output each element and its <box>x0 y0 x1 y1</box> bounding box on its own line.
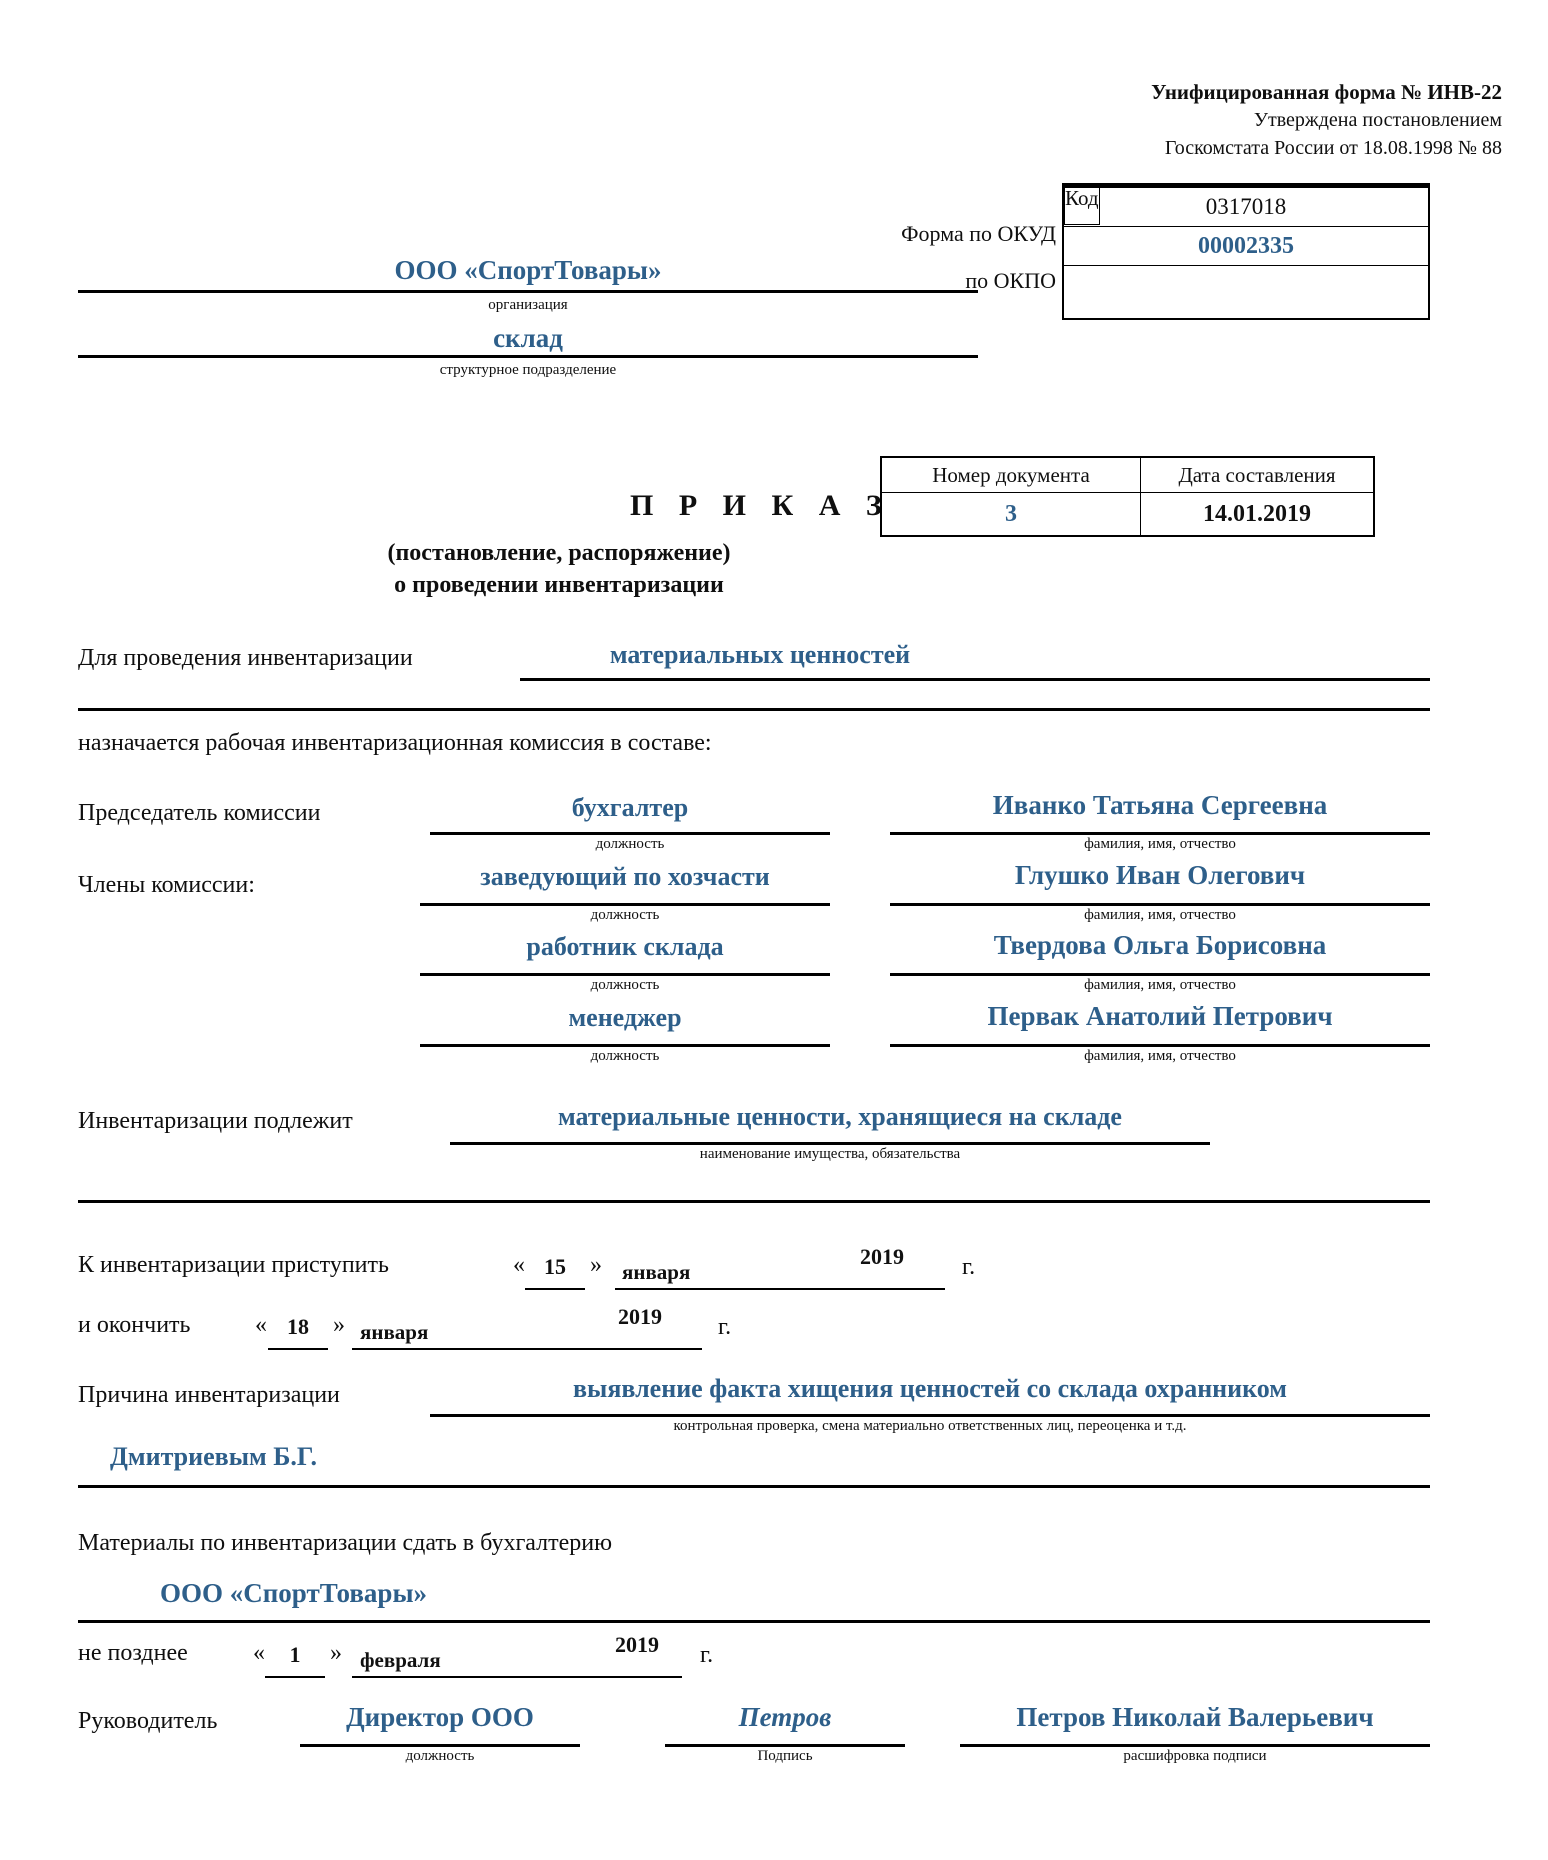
reason-value-line2: Дмитриевым Б.Г. <box>110 1442 317 1471</box>
subdivision-rule <box>78 355 978 358</box>
start-year-suffix: г. <box>962 1254 976 1280</box>
purpose-label: Для проведения инвентаризации <box>78 645 413 671</box>
deadline-month-value: февраля <box>360 1648 441 1672</box>
form-header-line1: Унифицированная форма № ИНВ-22 <box>1151 80 1502 104</box>
okpo-label: по ОКПО <box>965 268 1056 293</box>
commission-name-1: Иванко Татьяна Сергеевна <box>992 790 1328 820</box>
signature-fullname: Петров Николай Валерьевич <box>1016 1702 1374 1732</box>
commission-name-4: Первак Анатолий Петрович <box>987 1001 1333 1031</box>
start-date-label: К инвентаризации приступить <box>78 1252 389 1278</box>
subject-value: материальные ценности, хранящиеся на складе <box>558 1102 1122 1131</box>
commission-name-2: Глушко Иван Олегович <box>1014 860 1306 890</box>
commission-intro: назначается рабочая инвентаризационная комиссия в составе: <box>78 730 712 756</box>
signature-fullname-caption: расшифровка подписи <box>1123 1748 1267 1764</box>
organization-name: ООО «СпортТовары» <box>394 255 662 285</box>
subject-caption: наименование имущества, обязательства <box>699 1146 961 1162</box>
doc-number-value: 3 <box>881 493 1141 537</box>
commission-name-caption-3: фамилия, имя, отчество <box>1084 977 1236 993</box>
subdivision-caption: структурное подразделение <box>439 362 617 378</box>
commission-name-caption-4: фамилия, имя, отчество <box>1084 1048 1236 1064</box>
submit-label: Материалы по инвентаризации сдать в бухгалтерию <box>78 1530 613 1556</box>
commission-name-3: Твердова Ольга Борисовна <box>993 930 1327 960</box>
end-day-rule <box>268 1348 328 1350</box>
commission-name-rule-2 <box>890 903 1430 906</box>
end-year-suffix: г. <box>718 1314 732 1340</box>
page-title: П Р И К А З <box>630 489 891 522</box>
end-day-value: 18 <box>287 1314 309 1339</box>
organization-name-caption: организация <box>488 297 568 313</box>
doc-date-value: 14.01.2019 <box>1141 493 1375 537</box>
reason-rule-1 <box>430 1414 1430 1417</box>
deadline-year-suffix: г. <box>700 1642 714 1668</box>
form-header-line2: Утверждена постановлением <box>1253 108 1502 131</box>
deadline-day-value: 1 <box>289 1642 301 1667</box>
subject-rule <box>450 1142 1210 1145</box>
okpo-value: 00002335 <box>1063 227 1429 266</box>
signature-position: Директор ООО <box>346 1702 534 1732</box>
signature-position-rule <box>300 1744 580 1747</box>
commission-name-rule-3 <box>890 973 1430 976</box>
commission-position-rule-2 <box>420 903 830 906</box>
members-label: Члены комиссии: <box>78 872 255 898</box>
deadline-day-rule <box>265 1676 325 1678</box>
end-date-label: и окончить <box>78 1312 191 1338</box>
end-month-rule <box>352 1348 702 1350</box>
end-month-value: января <box>360 1320 429 1344</box>
subject-label: Инвентаризации подлежит <box>78 1108 353 1134</box>
okud-label: Форма по ОКУД <box>901 221 1056 246</box>
signature-mark-caption: Подпись <box>757 1748 813 1764</box>
commission-position-2: заведующий по хозчасти <box>480 862 770 891</box>
code-table <box>1062 183 1430 320</box>
subdivision-name: склад <box>493 323 563 353</box>
commission-position-caption-3: должность <box>590 977 660 993</box>
code-table-empty-cell <box>1063 266 1429 320</box>
commission-name-caption-1: фамилия, имя, отчество <box>1084 836 1236 852</box>
commission-position-caption-4: должность <box>590 1048 660 1064</box>
start-year-value: 2019 <box>860 1244 904 1269</box>
form-header <box>1151 78 1502 162</box>
signature-mark-rule <box>665 1744 905 1747</box>
start-day-rule <box>525 1288 585 1290</box>
subject-rule-2 <box>78 1200 1430 1203</box>
signature-fullname-rule <box>960 1744 1430 1747</box>
commission-position-1: бухгалтер <box>571 793 689 822</box>
okud-value: 0317018 <box>1063 187 1429 227</box>
deadline-quote-close: » <box>330 1640 342 1666</box>
code-table-title: Код <box>1064 185 1100 225</box>
deadline-label: не позднее <box>78 1640 188 1666</box>
commission-name-rule-4 <box>890 1044 1430 1047</box>
end-quote-open: « <box>255 1312 267 1338</box>
reason-caption: контрольная проверка, смена материально ответственных лиц, переоценка и т.д. <box>673 1418 1187 1434</box>
commission-name-caption-2: фамилия, имя, отчество <box>1084 907 1236 923</box>
commission-position-4: менеджер <box>568 1003 682 1032</box>
commission-position-caption-2: должность <box>590 907 660 923</box>
end-quote-close: » <box>333 1312 345 1338</box>
page-subtitle-2: о проведении инвентаризации <box>394 572 724 598</box>
end-year-value: 2019 <box>618 1304 662 1329</box>
signature-mark: Петров <box>738 1702 832 1732</box>
purpose-value: материальных ценностей <box>609 640 911 669</box>
deadline-month-rule <box>352 1676 682 1678</box>
commission-position-rule-3 <box>420 973 830 976</box>
commission-position-3: работник склада <box>526 932 724 961</box>
reason-value-line1: выявление факта хищения ценностей со склада охранником <box>572 1374 1287 1403</box>
start-month-rule <box>615 1288 945 1290</box>
signature-position-caption: должность <box>405 1748 475 1764</box>
commission-name-rule-1 <box>890 832 1430 835</box>
commission-position-rule-1 <box>430 832 830 835</box>
deadline-year-value: 2019 <box>615 1632 659 1657</box>
reason-rule-2 <box>78 1485 1430 1488</box>
organization-name-rule <box>78 290 978 293</box>
doc-number-header: Номер документа <box>881 457 1141 493</box>
commission-position-caption-1: должность <box>595 836 665 852</box>
purpose-rule-2 <box>78 708 1430 711</box>
chairman-label: Председатель комиссии <box>78 800 321 826</box>
reason-label: Причина инвентаризации <box>78 1382 340 1408</box>
doc-date-header: Дата составления <box>1141 457 1375 493</box>
form-header-line3: Госкомстата России от 18.08.1998 № 88 <box>1164 136 1502 159</box>
document-table <box>880 456 1375 537</box>
start-quote-open: « <box>513 1252 525 1278</box>
purpose-rule <box>520 678 1430 681</box>
commission-position-rule-4 <box>420 1044 830 1047</box>
start-month-value: января <box>622 1260 691 1284</box>
signature-role-label: Руководитель <box>78 1708 218 1734</box>
start-day-value: 15 <box>544 1254 566 1279</box>
submit-rule <box>78 1620 1430 1623</box>
start-quote-close: » <box>590 1252 602 1278</box>
deadline-quote-open: « <box>253 1640 265 1666</box>
page-subtitle-1: (постановление, распоряжение) <box>387 540 731 566</box>
submit-value: ООО «СпортТовары» <box>160 1578 428 1608</box>
